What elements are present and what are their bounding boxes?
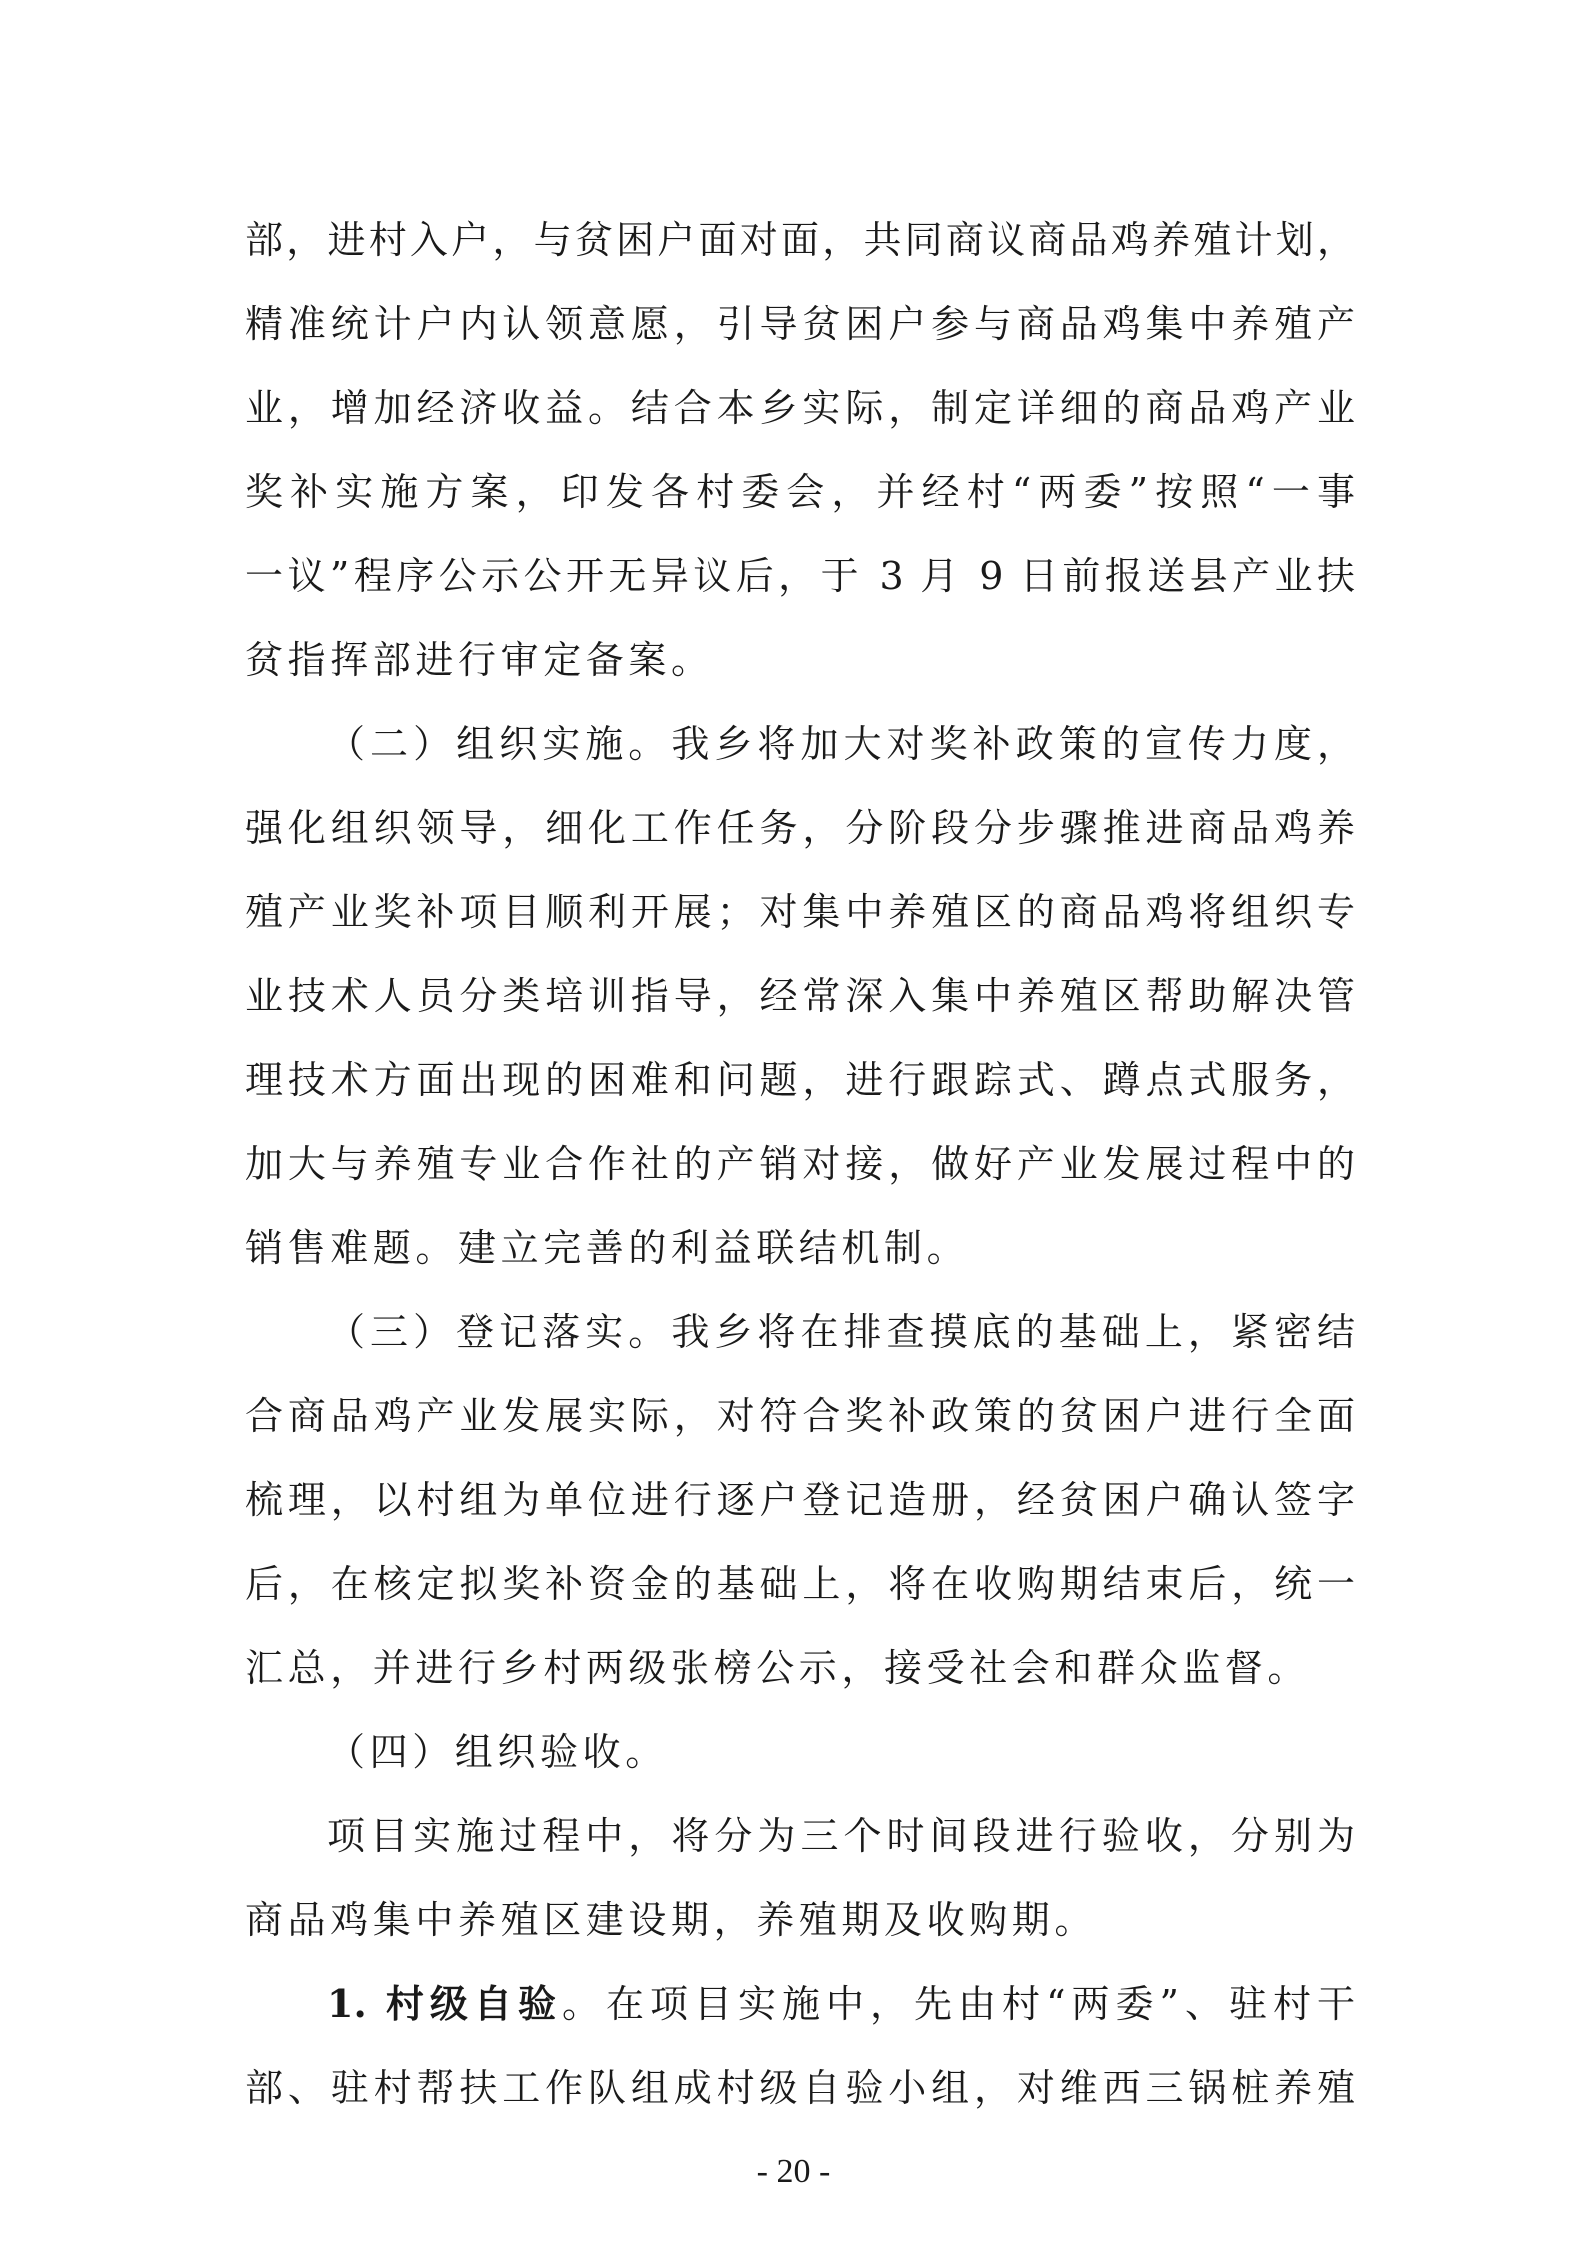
body-line: 强化组织领导，细化工作任务，分阶段分步骤推进商品鸡养: [245, 806, 1355, 850]
body-line: 合商品鸡产业发展实际，对符合奖补政策的贫困户进行全面: [245, 1394, 1355, 1438]
body-line: 业，增加经济收益。结合本乡实际，制定详细的商品鸡产业: [245, 386, 1355, 430]
body-line: 奖补实施方案，印发各村委会，并经村“两委”按照“一事: [245, 470, 1355, 514]
body-line: 部，进村入户，与贫困户面对面，共同商议商品鸡养殖计划，: [245, 218, 1355, 262]
body-line: 理技术方面出现的困难和问题，进行跟踪式、蹲点式服务，: [245, 1058, 1355, 1102]
body-line: 一议”程序公示公开无异议后，于 3 月 9 日前报送县产业扶: [245, 554, 1355, 598]
body-line: 业技术人员分类培训指导，经常深入集中养殖区帮助解决管: [245, 974, 1355, 1018]
subheading-rest: 。在项目实施中，先由村“两委”、驻村干: [561, 1982, 1355, 2026]
body-line: 销售难题。建立完善的利益联结机制。: [245, 1226, 970, 1270]
body-line: 部、驻村帮扶工作队组成村级自验小组，对维西三锅桩养殖: [245, 2066, 1355, 2110]
body-line: 加大与养殖专业合作社的产销对接，做好产业发展过程中的: [245, 1142, 1355, 1186]
body-line: 精准统计户内认领意愿，引导贫困户参与商品鸡集中养殖产: [245, 302, 1355, 346]
body-line: 贫指挥部进行审定备案。: [245, 638, 714, 682]
subheading-bold: 1. 村级自验: [327, 1981, 562, 2026]
paragraph-heading-line: （四）组织验收。: [327, 1730, 668, 1774]
body-line: 项目实施过程中，将分为三个时间段进行验收，分别为: [327, 1814, 1355, 1858]
paragraph-heading-line: （三）登记落实。我乡将在排查摸底的基础上，紧密结: [327, 1310, 1355, 1354]
page-number: - 20 -: [756, 2153, 831, 2190]
paragraph-heading-line: （二）组织实施。我乡将加大对奖补政策的宣传力度，: [327, 722, 1355, 766]
body-line: 后，在核定拟奖补资金的基础上，将在收购期结束后，统一: [245, 1562, 1355, 1606]
body-line: 梳理，以村组为单位进行逐户登记造册，经贫困户确认签字: [245, 1478, 1355, 1522]
body-line: 商品鸡集中养殖区建设期，养殖期及收购期。: [245, 1898, 1098, 1942]
subheading-line: [327, 1969, 1355, 2039]
body-line: 汇总，并进行乡村两级张榜公示，接受社会和群众监督。: [245, 1646, 1311, 1690]
body-line: 殖产业奖补项目顺利开展；对集中养殖区的商品鸡将组织专: [245, 890, 1355, 934]
